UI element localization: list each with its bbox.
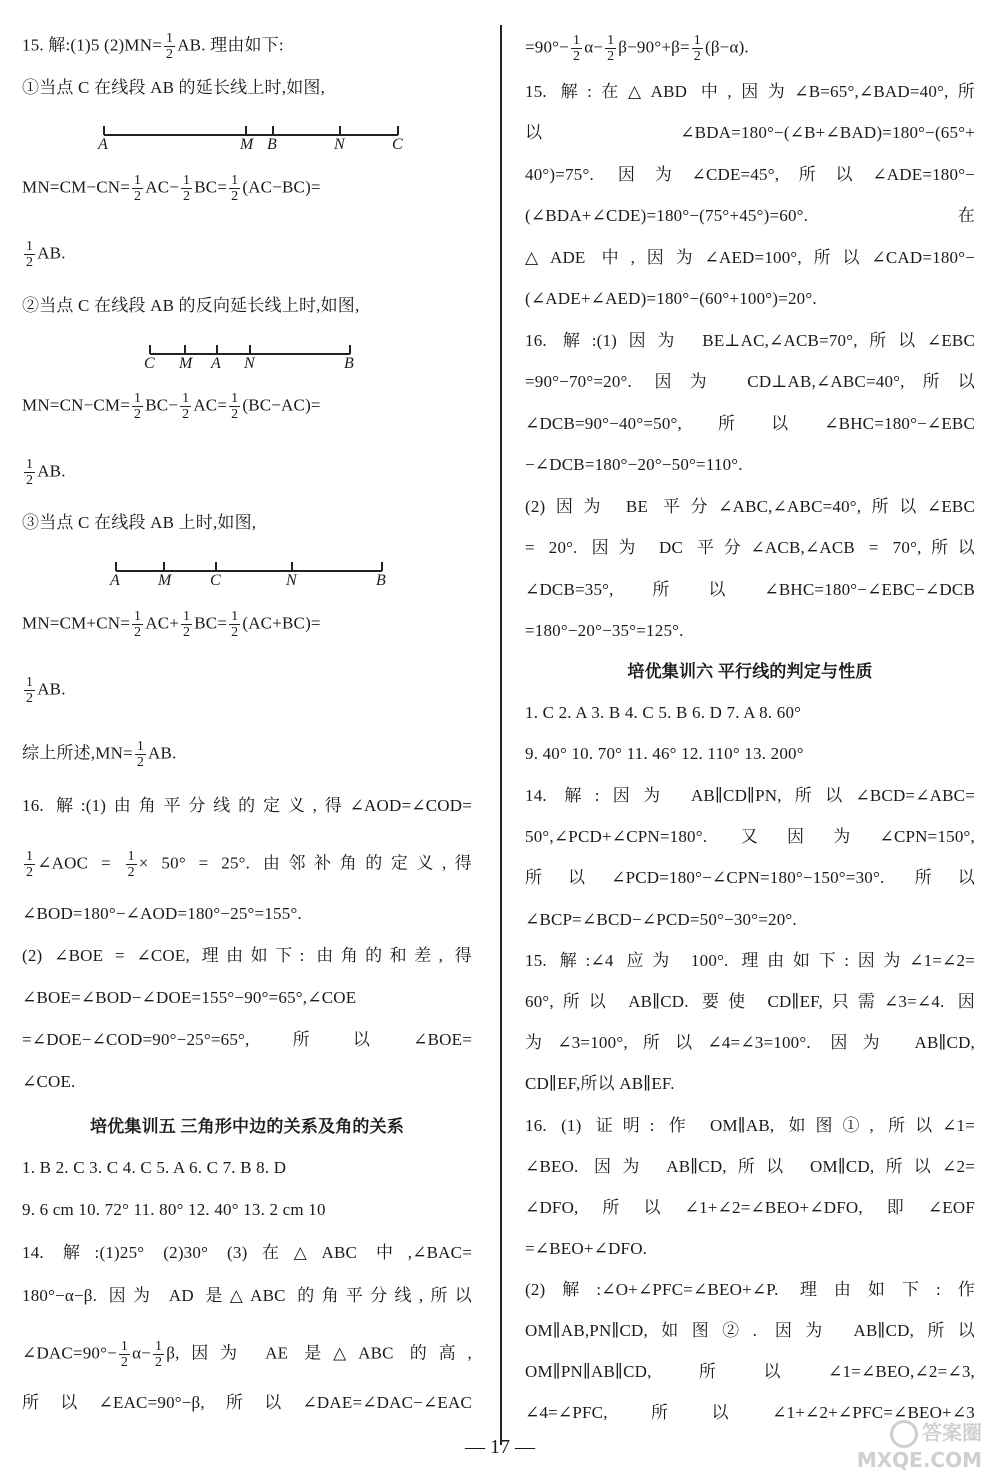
fraction-numerator: 1 <box>26 239 34 254</box>
text-run: 180°−α−β. 因为 AD 是△ABC 的角平分线,所以 <box>22 1286 472 1305</box>
fraction-numerator: 1 <box>134 173 142 188</box>
text-run: AB. <box>148 743 177 763</box>
fraction-numerator: 1 <box>693 33 701 48</box>
fraction <box>132 173 143 204</box>
text-run: 为∠3=100°,所以∠4=∠3=100°. 因为 AB∥CD, <box>525 1033 975 1052</box>
text-run: ∠DCB=35°,所以∠BHC=180°−∠EBC−∠DCB <box>525 580 975 599</box>
answer-line <box>22 295 359 317</box>
fraction-denominator: 2 <box>26 255 34 270</box>
answer-line <box>525 1238 647 1260</box>
answer-line <box>22 239 66 270</box>
answer-line <box>22 512 256 534</box>
text-run: × 50° = 25°. 由邻补角的定义,得 <box>138 853 473 873</box>
fraction-numerator: 1 <box>155 1339 163 1354</box>
point-label: C <box>392 136 403 153</box>
text-run: 16. 解:(1)由角平分线的定义,得∠AOD=∠COD= <box>22 796 472 815</box>
text-run: 14. 解:因为 AB∥CD∥PN,所以∠BCD=∠ABC= <box>525 786 975 805</box>
fraction-numerator: 1 <box>127 849 135 864</box>
answer-line <box>525 579 975 601</box>
fraction <box>181 609 192 640</box>
text-run: 综上所述,MN= <box>22 743 133 763</box>
point-label: B <box>376 572 386 589</box>
answer-line <box>525 1361 975 1383</box>
column-divider <box>500 25 502 1445</box>
point-tick <box>291 562 293 571</box>
text-run: MN=CM+CN= <box>22 613 131 633</box>
point-tick <box>103 126 105 135</box>
fraction-numerator: 1 <box>166 31 174 46</box>
text-run: ②当点 C 在线段 AB 的反向延长线上时,如图, <box>22 296 360 315</box>
point-label: M <box>158 572 172 589</box>
text-run: (2)解:∠O+∠PFC=∠BEO+∠P. 理由如下:作 <box>525 1280 975 1299</box>
answer-line <box>525 1156 975 1178</box>
point-label: N <box>244 355 255 372</box>
text-run: ③当点 C 在线段 AB 上时,如图, <box>22 513 257 532</box>
fraction <box>164 31 175 62</box>
fraction-denominator: 2 <box>127 865 135 880</box>
fraction-denominator: 2 <box>231 189 239 204</box>
watermark-logo-icon <box>890 1420 918 1448</box>
answer-line <box>525 164 975 186</box>
text-run: 所以∠PCD=180°−∠CPN=180°−150°=30°. 所以 <box>525 868 975 887</box>
fraction-numerator: 1 <box>231 609 239 624</box>
fraction-numerator: 1 <box>607 33 615 48</box>
answer-line <box>525 950 975 972</box>
point-tick <box>349 345 351 354</box>
point-tick <box>149 345 151 354</box>
fraction <box>24 239 35 270</box>
answer-line <box>22 1339 472 1370</box>
text-run: ∠BOD=180°−∠AOD=180°−25°=155°. <box>22 904 302 923</box>
fraction-denominator: 2 <box>166 47 174 62</box>
point-label: A <box>211 355 221 372</box>
text-run: AB. <box>37 679 66 699</box>
answer-line <box>22 1157 286 1179</box>
point-label: M <box>240 136 254 153</box>
text-run: (2)因为 BE 平分∠ABC,∠ABC=40°,所以∠EBC <box>525 497 975 516</box>
fraction-denominator: 2 <box>26 691 34 706</box>
answer-line <box>525 1032 975 1054</box>
fraction-numerator: 1 <box>183 173 191 188</box>
text-run: =∠BEO+∠DFO. <box>525 1239 648 1258</box>
text-run: 以∠BDA=180°−(∠B+∠BAD)=180°−(65°+ <box>525 123 975 142</box>
text-run: 16. (1) 证明: 作 OM∥AB, 如图①, 所以∠1= <box>525 1116 975 1135</box>
fraction-denominator: 2 <box>26 865 34 880</box>
text-run: =90°− <box>525 37 569 57</box>
fraction <box>119 1339 130 1370</box>
text-run: α− <box>584 37 604 57</box>
fraction-denominator: 2 <box>120 1355 129 1370</box>
fraction-denominator: 2 <box>607 49 615 64</box>
text-run: ∠4=∠PFC,所以∠1+∠2+∠PFC=∠BEO+∠3 <box>525 1403 975 1422</box>
fraction <box>132 391 143 422</box>
answer-line <box>22 1285 472 1307</box>
answer-line <box>525 1073 675 1095</box>
text-run: (∠ADE+∠AED)=180°−(60°+100°)=20°. <box>525 289 817 308</box>
watermark-site: MXQE.COM <box>856 1448 982 1472</box>
fraction-denominator: 2 <box>136 755 145 770</box>
fraction <box>229 609 240 640</box>
text-run: 40°)=75°. 因为∠CDE=45°,所以∠ADE=180°− <box>525 165 975 184</box>
fraction <box>135 739 146 770</box>
fraction-numerator: 1 <box>26 675 34 690</box>
text-run: β−90°+β= <box>618 37 690 57</box>
point-label: N <box>286 572 297 589</box>
point-tick <box>272 126 274 135</box>
text-run: ∠DFO,所以∠1+∠2=∠BEO+∠DFO,即∠EOF <box>525 1198 975 1217</box>
text-run: 15. 解:在△ABD 中,因为∠B=65°,∠BAD=40°,所 <box>525 82 975 101</box>
answer-line <box>525 1279 975 1301</box>
answer-line <box>22 849 472 880</box>
text-run: ∠BEO. 因为 AB∥CD,所以 OM∥CD,所以∠2= <box>525 1157 975 1176</box>
watermark <box>857 1420 982 1472</box>
fraction-denominator: 2 <box>572 49 581 64</box>
answer-line <box>525 785 975 807</box>
answer-line <box>525 620 684 642</box>
answer-line <box>525 702 801 724</box>
fraction <box>126 849 137 880</box>
answer-line <box>525 371 975 393</box>
text-run: AC+ <box>145 613 180 633</box>
fraction-denominator: 2 <box>231 625 239 640</box>
text-run: MN=CN−CM= <box>22 395 131 415</box>
point-label: B <box>267 136 277 153</box>
fraction <box>153 1339 164 1370</box>
text-run: 15. 解:(1)5 (2)MN= <box>22 35 162 55</box>
answer-line <box>525 288 817 310</box>
point-tick <box>249 345 251 354</box>
text-run: ∠BCP=∠BCD−∠PCD=50°−30°=20°. <box>525 910 797 929</box>
fraction-numerator: 1 <box>136 739 145 754</box>
text-run: AC= <box>193 395 228 415</box>
answer-line <box>22 391 321 422</box>
text-run: AB. <box>37 243 66 263</box>
fraction-denominator: 2 <box>134 189 142 204</box>
fraction <box>180 391 191 422</box>
text-run: (BC−AC)= <box>242 395 321 415</box>
point-tick <box>216 345 218 354</box>
point-tick <box>184 345 186 354</box>
answer-line <box>525 330 975 352</box>
text-run: ∠AOC = <box>37 853 124 873</box>
answer-line <box>22 1199 326 1221</box>
point-tick <box>245 126 247 135</box>
text-run: △ADE 中,因为∠AED=100°,所以∠CAD=180°− <box>525 248 975 267</box>
answer-line <box>22 1242 472 1264</box>
point-label: C <box>144 355 155 372</box>
text-run: 14. 解:(1)25° (2)30° (3)在△ABC 中,∠BAC= <box>22 1243 472 1262</box>
point-tick <box>215 562 217 571</box>
fraction <box>605 33 616 64</box>
text-run: AB. <box>37 461 66 481</box>
answer-line <box>525 867 975 889</box>
text-run: 9. 40° 10. 70° 11. 46° 12. 110° 13. 200° <box>525 744 804 763</box>
answer-line <box>22 675 66 706</box>
text-run: =∠DOE−∠COD=90°−25°=65°,所以∠BOE= <box>22 1030 472 1049</box>
text-run: 1. C 2. A 3. B 4. C 5. B 6. D 7. A 8. 60° <box>525 703 802 722</box>
text-run: ∠DAC=90°− <box>22 1343 117 1363</box>
answer-line <box>525 991 975 1013</box>
section-heading <box>22 1116 472 1138</box>
fraction-denominator: 2 <box>183 189 191 204</box>
text-run: 培优集训五 三角形中边的关系及角的关系 <box>89 1117 405 1136</box>
answer-line <box>525 1320 975 1342</box>
point-label: N <box>334 136 345 153</box>
fraction-numerator: 1 <box>26 457 34 472</box>
answer-line <box>525 81 975 103</box>
fraction-numerator: 1 <box>134 391 142 406</box>
answer-line <box>22 1071 76 1093</box>
text-run: = 20°. 因为 DC 平分∠ACB,∠ACB = 70°,所以 <box>525 538 975 557</box>
point-tick <box>381 562 383 571</box>
text-run: =90°−70°=20°. 因为 CD⊥AB,∠ABC=40°,所以 <box>525 372 975 391</box>
section-heading <box>525 661 975 683</box>
answer-line <box>22 77 325 99</box>
text-run: ①当点 C 在线段 AB 的延长线上时,如图, <box>22 78 326 97</box>
answer-line <box>525 909 797 931</box>
answer-line <box>22 739 177 770</box>
fraction-numerator: 1 <box>120 1339 129 1354</box>
point-tick <box>115 562 117 571</box>
fraction-denominator: 2 <box>134 625 142 640</box>
text-run: (∠BDA+∠CDE)=180°−(75°+45°)=60°. 在 <box>525 206 975 225</box>
answer-line <box>525 122 975 144</box>
text-run: −∠DCB=180°−20°−50°=110°. <box>525 455 743 474</box>
answer-line <box>22 987 472 1009</box>
point-label: C <box>210 572 221 589</box>
fraction <box>24 675 35 706</box>
answer-line <box>525 1197 975 1219</box>
point-label: M <box>179 355 193 372</box>
answer-line <box>22 1029 472 1051</box>
text-run: (β−α). <box>704 37 749 57</box>
line-segment <box>116 570 382 572</box>
answer-line <box>22 903 302 925</box>
fraction-numerator: 1 <box>134 609 142 624</box>
answer-line <box>22 1392 472 1414</box>
answer-line <box>525 413 975 435</box>
answer-line <box>525 33 749 64</box>
text-run: AC− <box>145 177 180 197</box>
fraction <box>24 849 35 880</box>
text-run: BC− <box>145 395 179 415</box>
text-run: BC= <box>194 177 228 197</box>
answer-line <box>525 496 975 518</box>
fraction <box>571 33 582 64</box>
text-run: 15. 解:∠4 应为 100°. 理由如下:因为∠1=∠2= <box>525 951 975 970</box>
fraction-denominator: 2 <box>134 407 142 422</box>
answer-line <box>525 537 975 559</box>
fraction-denominator: 2 <box>26 473 34 488</box>
fraction-numerator: 1 <box>231 173 239 188</box>
text-run: CD∥EF,所以 AB∥EF. <box>525 1074 675 1093</box>
point-label: A <box>110 572 120 589</box>
fraction <box>24 457 35 488</box>
text-run: 60°,所以 AB∥CD. 要使 CD∥EF,只需∠3=∠4. 因 <box>525 992 975 1011</box>
text-run: 所以∠EAC=90°−β,所以∠DAE=∠DAC−∠EAC <box>22 1393 472 1412</box>
point-label: B <box>344 355 354 372</box>
fraction <box>229 173 240 204</box>
point-tick <box>397 126 399 135</box>
fraction-denominator: 2 <box>693 49 701 64</box>
point-tick <box>339 126 341 135</box>
answer-line <box>525 826 975 848</box>
text-run: 1. B 2. C 3. C 4. C 5. A 6. C 7. B 8. D <box>22 1158 287 1177</box>
text-run: 培优集训六 平行线的判定与性质 <box>627 662 873 681</box>
text-run: =180°−20°−35°=125°. <box>525 621 684 640</box>
answer-line <box>22 31 284 62</box>
fraction-denominator: 2 <box>183 625 191 640</box>
fraction-denominator: 2 <box>231 407 239 422</box>
text-run: 50°,∠PCD+∠CPN=180°. 又因为∠CPN=150°, <box>525 827 975 846</box>
fraction-numerator: 1 <box>182 391 190 406</box>
answer-line <box>22 457 66 488</box>
text-run: 9. 6 cm 10. 72° 11. 80° 12. 40° 13. 2 cm 10 <box>22 1200 326 1219</box>
text-run: MN=CM−CN= <box>22 177 131 197</box>
point-label: A <box>98 136 108 153</box>
answer-line <box>22 945 472 967</box>
text-run: BC= <box>194 613 228 633</box>
fraction <box>229 391 240 422</box>
page-number: — 17 — <box>465 1436 535 1458</box>
fraction-denominator: 2 <box>155 1355 163 1370</box>
text-run: AB. 理由如下: <box>177 35 284 55</box>
text-run: 16. 解:(1)因为 BE⊥AC,∠ACB=70°,所以∠EBC <box>525 331 975 350</box>
answer-line <box>22 173 321 204</box>
fraction-numerator: 1 <box>26 849 34 864</box>
fraction <box>132 609 143 640</box>
fraction-numerator: 1 <box>183 609 191 624</box>
answer-line <box>525 205 975 227</box>
text-run: (AC+BC)= <box>242 613 321 633</box>
fraction <box>692 33 703 64</box>
text-run: OM∥PN∥AB∥CD,所以∠1=∠BEO,∠2=∠3, <box>525 1362 975 1381</box>
text-run: OM∥AB,PN∥CD,如图②. 因为 AB∥CD,所以 <box>525 1321 975 1340</box>
text-run: α− <box>132 1343 152 1363</box>
fraction-denominator: 2 <box>182 407 190 422</box>
fraction <box>181 173 192 204</box>
answer-line <box>525 1115 975 1137</box>
text-run: β,因为 AE 是△ABC 的高, <box>166 1343 472 1363</box>
text-run: ∠COE. <box>22 1072 76 1091</box>
fraction-numerator: 1 <box>231 391 239 406</box>
watermark-text: 答案圈 <box>922 1420 982 1445</box>
point-tick <box>163 562 165 571</box>
fraction-numerator: 1 <box>572 33 581 48</box>
text-run: (2) ∠BOE = ∠COE, 理由如下: 由角的和差, 得 <box>22 946 472 965</box>
answer-line <box>22 609 321 640</box>
text-run: (AC−BC)= <box>242 177 321 197</box>
answer-line <box>22 795 472 817</box>
answer-line <box>525 743 804 765</box>
answer-line <box>525 247 975 269</box>
text-run: ∠DCB=90°−40°=50°,所以∠BHC=180°−∠EBC <box>525 414 975 433</box>
answer-line <box>525 454 743 476</box>
text-run: ∠BOE=∠BOD−∠DOE=155°−90°=65°,∠COE <box>22 988 357 1007</box>
